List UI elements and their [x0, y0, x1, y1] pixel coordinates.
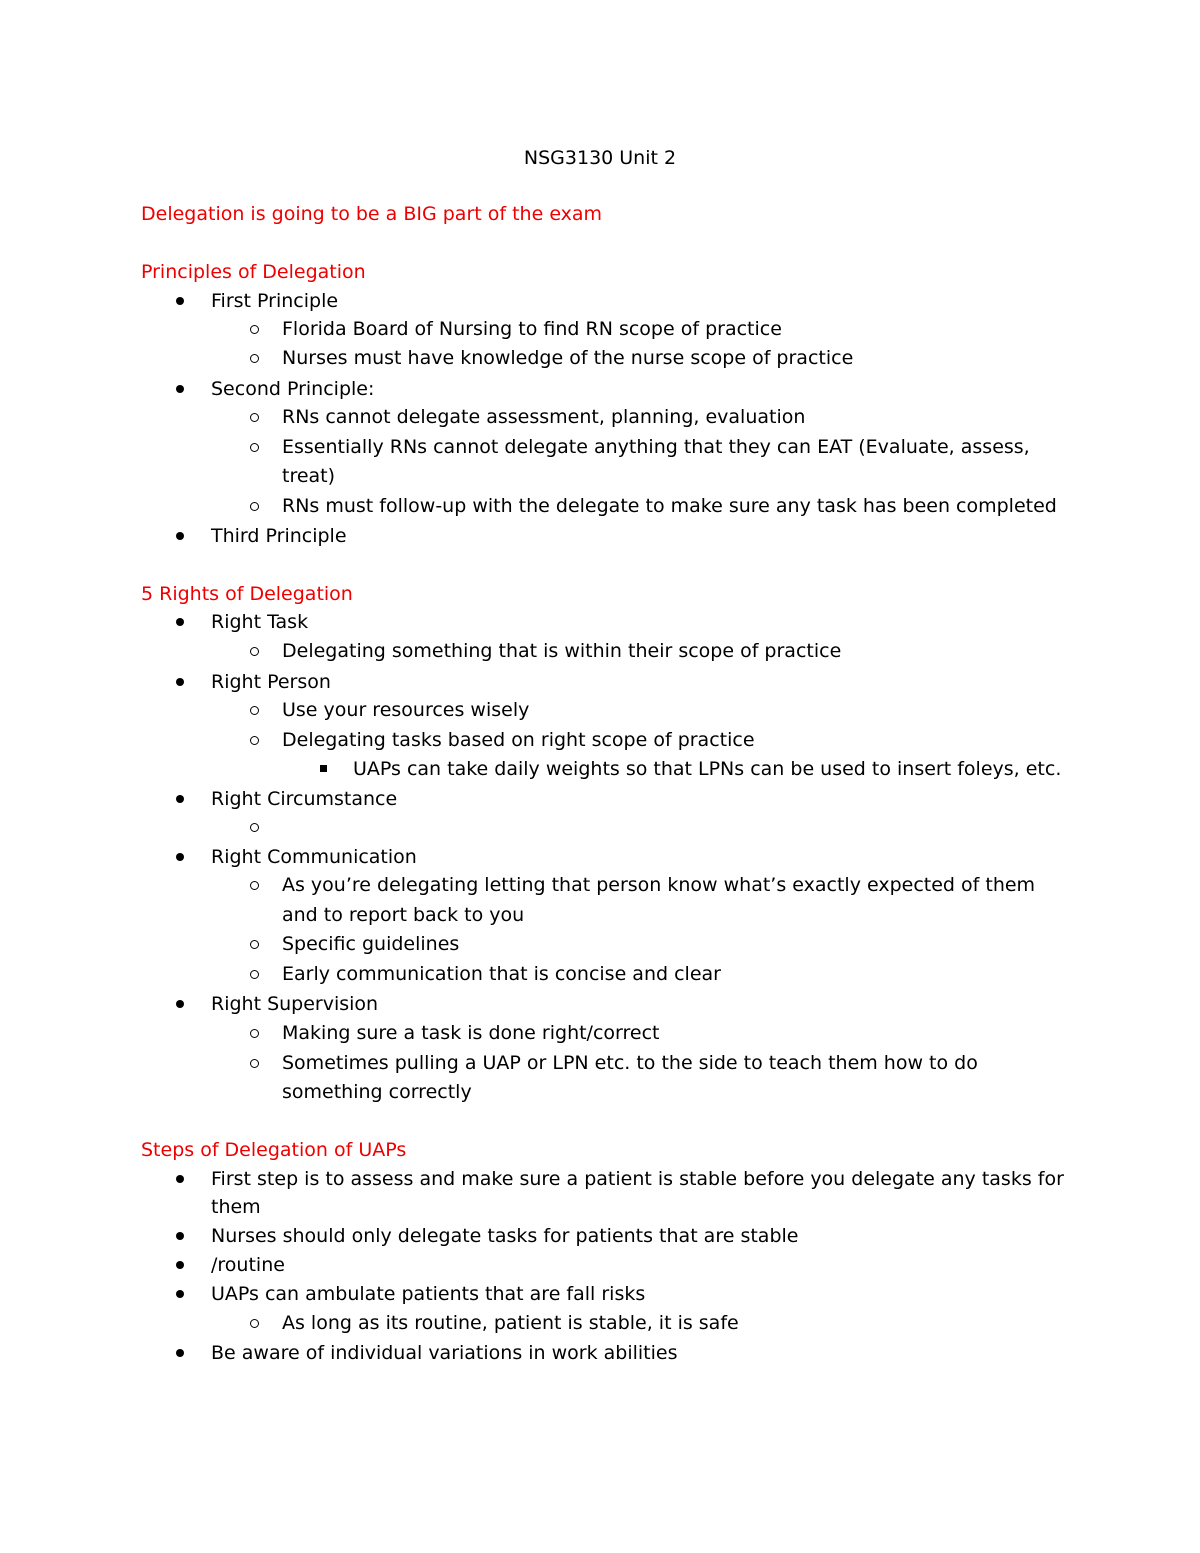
- bullet-icon: [176, 1000, 184, 1008]
- list-item-continuation: something correctly: [282, 1081, 472, 1103]
- list-item: Right Communication: [211, 846, 417, 868]
- bullet-icon: [176, 853, 184, 861]
- circle-bullet-icon: [250, 823, 259, 832]
- bullet-icon: [176, 795, 184, 803]
- list-item: Essentially RNs cannot delegate anything that they can EAT (Evaluate, assess,: [282, 436, 1030, 458]
- list-item: Right Person: [211, 671, 331, 693]
- steps-heading: Steps of Delegation of UAPs: [141, 1139, 407, 1161]
- list-item: Nurses must have knowledge of the nurse scope of practice: [282, 347, 854, 369]
- bullet-icon: [176, 618, 184, 626]
- list-item: Florida Board of Nursing to find RN scope of practice: [282, 318, 782, 340]
- list-item: Sometimes pulling a UAP or LPN etc. to the side to teach them how to do: [282, 1052, 978, 1074]
- circle-bullet-icon: [250, 502, 259, 511]
- circle-bullet-icon: [250, 413, 259, 422]
- circle-bullet-icon: [250, 706, 259, 715]
- list-item: Be aware of individual variations in work abilities: [211, 1342, 678, 1364]
- list-item: Right Supervision: [211, 993, 379, 1015]
- bullet-icon: [176, 532, 184, 540]
- list-item: Delegating tasks based on right scope of practice: [282, 729, 755, 751]
- circle-bullet-icon: [250, 325, 259, 334]
- bullet-icon: [176, 1261, 184, 1269]
- circle-bullet-icon: [250, 1059, 259, 1068]
- circle-bullet-icon: [250, 1029, 259, 1038]
- list-item-continuation: them: [211, 1196, 261, 1218]
- list-item: Early communication that is concise and clear: [282, 963, 721, 985]
- list-item: Making sure a task is done right/correct: [282, 1022, 660, 1044]
- list-item: As you’re delegating letting that person know what’s exactly expected of them: [282, 874, 1036, 896]
- list-item: As long as its routine, patient is stable, it is safe: [282, 1312, 739, 1334]
- list-item: Right Task: [211, 611, 309, 633]
- page-title: NSG3130 Unit 2: [523, 147, 677, 169]
- circle-bullet-icon: [250, 354, 259, 363]
- bullet-icon: [176, 1349, 184, 1357]
- list-item: UAPs can ambulate patients that are fall risks: [211, 1283, 646, 1305]
- intro-heading: Delegation is going to be a BIG part of the exam: [141, 203, 603, 225]
- list-item: RNs cannot delegate assessment, planning, evaluation: [282, 406, 806, 428]
- list-item: First step is to assess and make sure a patient is stable before you delegate any tasks for: [211, 1168, 1064, 1190]
- bullet-icon: [176, 1175, 184, 1183]
- list-item-continuation: and to report back to you: [282, 904, 525, 926]
- list-item-continuation: treat): [282, 465, 336, 487]
- list-item: Delegating something that is within their scope of practice: [282, 640, 842, 662]
- bullet-icon: [176, 1290, 184, 1298]
- rights-heading: 5 Rights of Delegation: [141, 583, 353, 605]
- bullet-icon: [176, 385, 184, 393]
- list-item: First Principle: [211, 290, 339, 312]
- list-item: Use your resources wisely: [282, 699, 530, 721]
- list-item: Second Principle:: [211, 378, 375, 400]
- list-item: Third Principle: [211, 525, 347, 547]
- list-item: Right Circumstance: [211, 788, 398, 810]
- list-item: Specific guidelines: [282, 933, 460, 955]
- list-item: Nurses should only delegate tasks for patients that are stable: [211, 1225, 799, 1247]
- list-item: RNs must follow-up with the delegate to make sure any task has been completed: [282, 495, 1057, 517]
- circle-bullet-icon: [250, 1319, 259, 1328]
- list-item: UAPs can take daily weights so that LPNs can be used to insert foleys, etc.: [353, 758, 1062, 780]
- circle-bullet-icon: [250, 736, 259, 745]
- list-item: /routine: [211, 1254, 285, 1276]
- circle-bullet-icon: [250, 881, 259, 890]
- circle-bullet-icon: [250, 940, 259, 949]
- bullet-icon: [176, 678, 184, 686]
- circle-bullet-icon: [250, 970, 259, 979]
- bullet-icon: [176, 1232, 184, 1240]
- principles-heading: Principles of Delegation: [141, 261, 366, 283]
- bullet-icon: [176, 297, 184, 305]
- circle-bullet-icon: [250, 443, 259, 452]
- square-bullet-icon: [320, 765, 327, 772]
- circle-bullet-icon: [250, 647, 259, 656]
